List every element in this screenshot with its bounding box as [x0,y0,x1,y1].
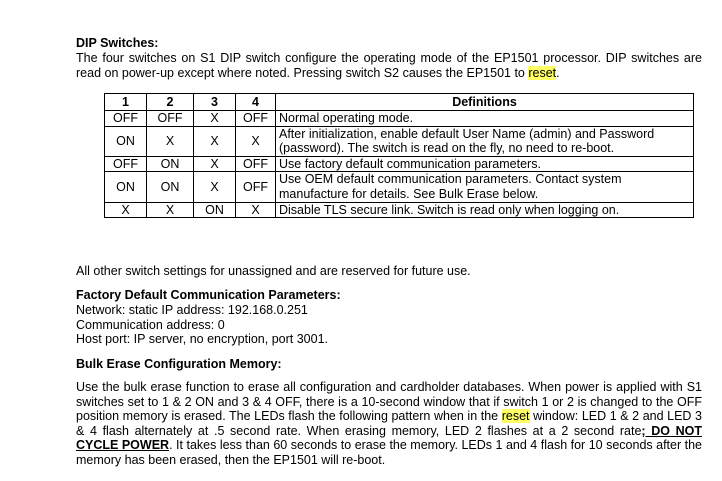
cell-s1: ON [105,126,147,156]
cell-definition: Use OEM default communication parameters. Contact system manufacture for details. See Bulk Erase below. [276,172,694,202]
cell-s4: OFF [236,172,276,202]
bulk-section [76,357,702,468]
reset-highlight: reset [528,65,557,80]
reserved-note: All other switch settings for unassigned and are reserved for future use. [76,264,471,278]
cell-s2: X [147,202,194,218]
cell-s3: X [194,111,236,127]
header-switch-1: 1 [105,94,147,111]
factory-section [76,288,702,347]
cell-s1: X [105,202,147,218]
dip-heading: DIP Switches: [76,36,159,50]
table-row [105,156,694,172]
header-definitions: Definitions [276,94,694,111]
cell-s2: OFF [147,111,194,127]
cell-s3: X [194,126,236,156]
cell-definition: Use factory default communication parameters. [276,156,694,172]
cell-s4: X [236,126,276,156]
dip-switch-table [104,93,694,218]
dip-intro-text: The four switches on S1 DIP switch configure the operating mode of the EP1501 processor. DIP switches are read on power-up except where noted. Pressing switch S2 causes the EP1501 to [76,51,702,80]
header-switch-2: 2 [147,94,194,111]
cell-s2: ON [147,172,194,202]
cell-definition: After initialization, enable default User Name (admin) and Password (password). The switch is read on the fly, no need to re-boot. [276,126,694,156]
factory-host-port: Host port: IP server, no encryption, port 3001. [76,332,328,347]
cell-definition: Normal operating mode. [276,111,694,127]
table-row [105,126,694,156]
cell-s1: OFF [105,111,147,127]
cell-s1: ON [105,172,147,202]
cell-s2: X [147,126,194,156]
table-header-row [105,94,694,111]
bulk-text-c: . It takes less than 60 seconds to erase the memory. LEDs 1 and 4 flash for 10 seconds after the memory has been erased, then the EP1501 will re-boot. [76,438,702,467]
dip-intro [76,51,702,80]
cell-s4: X [236,202,276,218]
header-switch-3: 3 [194,94,236,111]
bulk-text-a: Use the bulk erase function to erase all configuration and cardholder databases. When power is applied with S1 switches set to 1 & 2 ON and 3 & 4 OFF, there is a 10-second window that if switch 1 or 2 is changed to the OFF position memory is erased. The LEDs flash the following pattern when in the [76,380,702,424]
table-row [105,202,694,218]
factory-comm-address: Communication address: 0 [76,317,225,332]
power-warning: ; DO NOT CYCLE POWER [76,423,702,453]
cell-s3: X [194,172,236,202]
cell-s4: OFF [236,156,276,172]
factory-heading: Factory Default Communication Parameters: [76,288,341,302]
cell-s3: X [194,156,236,172]
bulk-heading: Bulk Erase Configuration Memory: [76,357,282,371]
dip-intro-end: . [556,65,560,80]
header-switch-4: 4 [236,94,276,111]
reset-highlight: reset [501,409,530,424]
bulk-text [76,380,702,468]
cell-s1: OFF [105,156,147,172]
table-row [105,172,694,202]
cell-s3: ON [194,202,236,218]
table-row [105,111,694,127]
cell-s2: ON [147,156,194,172]
bulk-text-b: window: LED 1 & 2 and LED 3 & 4 flash alternately at .5 second rate. When erasing memory, LED 2 flashes at a 2 second rate [76,409,702,438]
factory-network: Network: static IP address: 192.168.0.251 [76,303,308,317]
dip-section [76,36,702,80]
cell-s4: OFF [236,111,276,127]
cell-definition: Disable TLS secure link. Switch is read only when logging on. [276,202,694,218]
